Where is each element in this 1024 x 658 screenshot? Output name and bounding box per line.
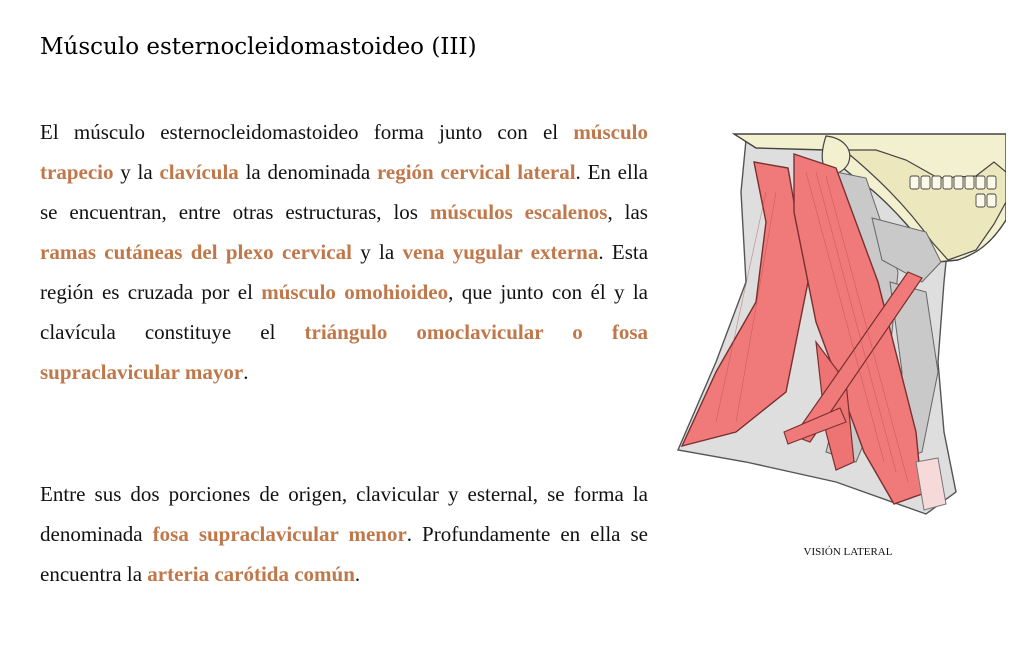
- link-arteria-carotida-comun[interactable]: arteria carótida común: [147, 562, 355, 586]
- neck-muscles-lateral-view: [676, 132, 1006, 522]
- text-span: . Esta región es cruzada por el: [40, 240, 649, 304]
- paragraph-fosa-supraclavicular: [40, 474, 648, 594]
- link-vena-yugular-externa[interactable]: vena yugular externa: [402, 240, 599, 264]
- link-musculo-omohioideo[interactable]: músculo omohioideo: [261, 280, 449, 304]
- text-span: y la: [351, 240, 403, 264]
- text-span: , que junto con él y la clavícula constituye el: [40, 280, 648, 344]
- link-fosa-supraclavicular-menor[interactable]: fosa supraclavicular menor: [152, 522, 407, 546]
- figure-caption: VISIÓN LATERAL: [803, 546, 893, 558]
- link-clavicula[interactable]: clavícula: [159, 160, 239, 184]
- anatomy-illustration: [676, 132, 1006, 522]
- text-span: . Profundamente en ella se encuentra la: [40, 522, 648, 586]
- text-span: .: [243, 360, 249, 384]
- link-region-cervical-lateral[interactable]: región cervical lateral: [376, 160, 576, 184]
- link-triangulo-omoclavicular[interactable]: triángulo omoclavicular o fosa supraclavicular mayor: [40, 320, 648, 384]
- text-span: y la: [113, 160, 160, 184]
- link-musculos-escalenos[interactable]: músculos escalenos: [429, 200, 608, 224]
- text-span: , las: [607, 200, 648, 224]
- text-span: la denominada: [238, 160, 377, 184]
- text-span: .: [354, 562, 361, 586]
- text-span: Entre sus dos porciones de origen, clavicular y esternal, se forma la denominada: [40, 482, 648, 546]
- text-span: El músculo esternocleidomastoideo forma junto con el: [40, 120, 574, 144]
- page-title: Músculo esternocleidomastoideo (III): [40, 34, 477, 60]
- link-ramas-cutaneas-plexo-cervical[interactable]: ramas cutáneas del plexo cervical: [40, 240, 352, 264]
- paragraph-region-cervical: [40, 112, 648, 392]
- link-musculo-trapecio[interactable]: músculo trapecio: [40, 120, 648, 184]
- text-span: . En ella se encuentran, entre otras estructuras, los: [40, 160, 648, 224]
